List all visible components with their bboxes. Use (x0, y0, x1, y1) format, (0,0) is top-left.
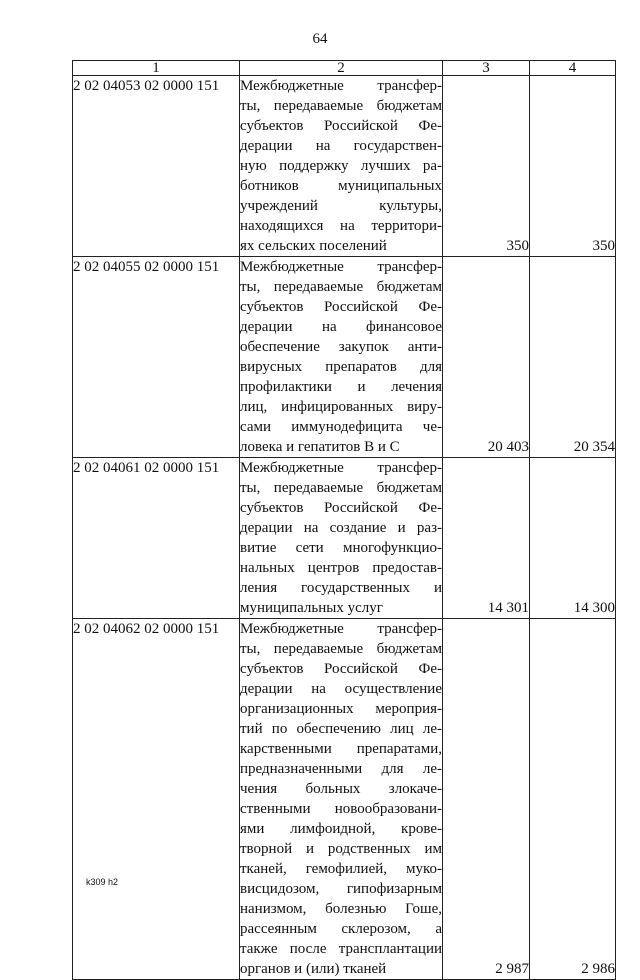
description-line: дерации на государствен- (240, 138, 442, 154)
description-line: ственными новообразовани- (240, 801, 442, 817)
amount-col-4-cell: 350 (530, 76, 616, 257)
header-col-3: 3 (443, 61, 530, 76)
description-line: тий по обеспечению лиц ле- (240, 721, 442, 737)
description-line: учреждений культуры, (240, 198, 442, 214)
table-header (73, 61, 616, 76)
description-line: профилактики и лечения (240, 379, 442, 395)
description-line: ях сельских поселений (240, 238, 387, 254)
header-row (73, 61, 616, 76)
description-line: предназначенными для ле- (240, 761, 442, 777)
amount-col-4-cell: 14 300 (530, 458, 616, 619)
header-col-1: 1 (73, 61, 240, 76)
description-line: Межбюджетные трансфер- (240, 621, 442, 637)
description-cell (240, 458, 443, 619)
description-line: Межбюджетные трансфер- (240, 259, 442, 275)
budget-code-cell: 2 02 04062 02 0000 151 (73, 619, 240, 980)
description-line: творной и родственных им (240, 841, 442, 857)
description-line: ботников муниципальных (240, 178, 442, 194)
description-line: ты, передаваемые бюджетам (240, 98, 442, 114)
table-row (73, 257, 616, 458)
description-line: карственными препаратами, (240, 741, 442, 757)
description-line: нальных центров предостав- (240, 560, 442, 576)
description-line: дерации на осуществление (240, 681, 442, 697)
description-line: субъектов Российской Фе- (240, 500, 442, 516)
header-col-4: 4 (530, 61, 616, 76)
description-line: рассеянным склерозом, а (240, 921, 442, 937)
description-line: дерации на финансовое (240, 319, 442, 335)
description-line: обеспечение закупок анти- (240, 339, 442, 355)
description-line: Межбюджетные трансфер- (240, 78, 442, 94)
table-body (73, 76, 616, 980)
description-line: субъектов Российской Фе- (240, 118, 442, 134)
description-line: организационных мероприя- (240, 701, 442, 717)
description-line: находящихся на территори- (240, 218, 442, 234)
description-cell (240, 619, 443, 980)
header-col-2: 2 (240, 61, 443, 76)
budget-code-cell: 2 02 04053 02 0000 151 (73, 76, 240, 257)
description-line: ления государственных и (240, 580, 442, 596)
amount-col-3-cell: 14 301 (443, 458, 530, 619)
description-line: ную поддержку лучших ра- (240, 158, 442, 174)
description-line: сами иммунодефицита че- (240, 419, 442, 435)
description-line: чения больных злокаче- (240, 781, 442, 797)
description-line: Межбюджетные трансфер- (240, 460, 442, 476)
description-line: ями лимфоидной, крове- (240, 821, 442, 837)
amount-col-3-cell: 350 (443, 76, 530, 257)
description-cell (240, 257, 443, 458)
description-line: нанизмом, болезнью Гоше, (240, 901, 442, 917)
budget-code-cell: 2 02 04055 02 0000 151 (73, 257, 240, 458)
description-line: также после трансплантации (240, 941, 442, 957)
description-line: витие сети многофункцио- (240, 540, 442, 556)
amount-col-4-cell: 20 354 (530, 257, 616, 458)
table-row (73, 619, 616, 980)
description-line: тканей, гемофилией, муко- (240, 861, 442, 877)
budget-table (72, 60, 616, 980)
description-line: дерации на создание и раз- (240, 520, 442, 536)
description-line: висцидозом, гипофизарным (240, 881, 442, 897)
footer-code: k309 h2 (86, 877, 119, 887)
description-line: муниципальных услуг (240, 600, 383, 616)
description-line: лиц, инфицированных виру- (240, 399, 442, 415)
amount-col-3-cell: 20 403 (443, 257, 530, 458)
amount-col-3-cell: 2 987 (443, 619, 530, 980)
description-line: ловека и гепатитов В и С (240, 439, 400, 455)
description-line: ты, передаваемые бюджетам (240, 641, 442, 657)
description-line: ты, передаваемые бюджетам (240, 279, 442, 295)
budget-code-cell: 2 02 04061 02 0000 151 (73, 458, 240, 619)
table-row (73, 458, 616, 619)
page-number: 64 (312, 31, 328, 47)
description-line: ты, передаваемые бюджетам (240, 480, 442, 496)
description-line: субъектов Российской Фе- (240, 299, 442, 315)
description-cell (240, 76, 443, 257)
table-row (73, 76, 616, 257)
amount-col-4-cell: 2 986 (530, 619, 616, 980)
description-line: субъектов Российской Фе- (240, 661, 442, 677)
description-line: органов и (или) тканей (240, 961, 387, 977)
description-line: вирусных препаратов для (240, 359, 442, 375)
